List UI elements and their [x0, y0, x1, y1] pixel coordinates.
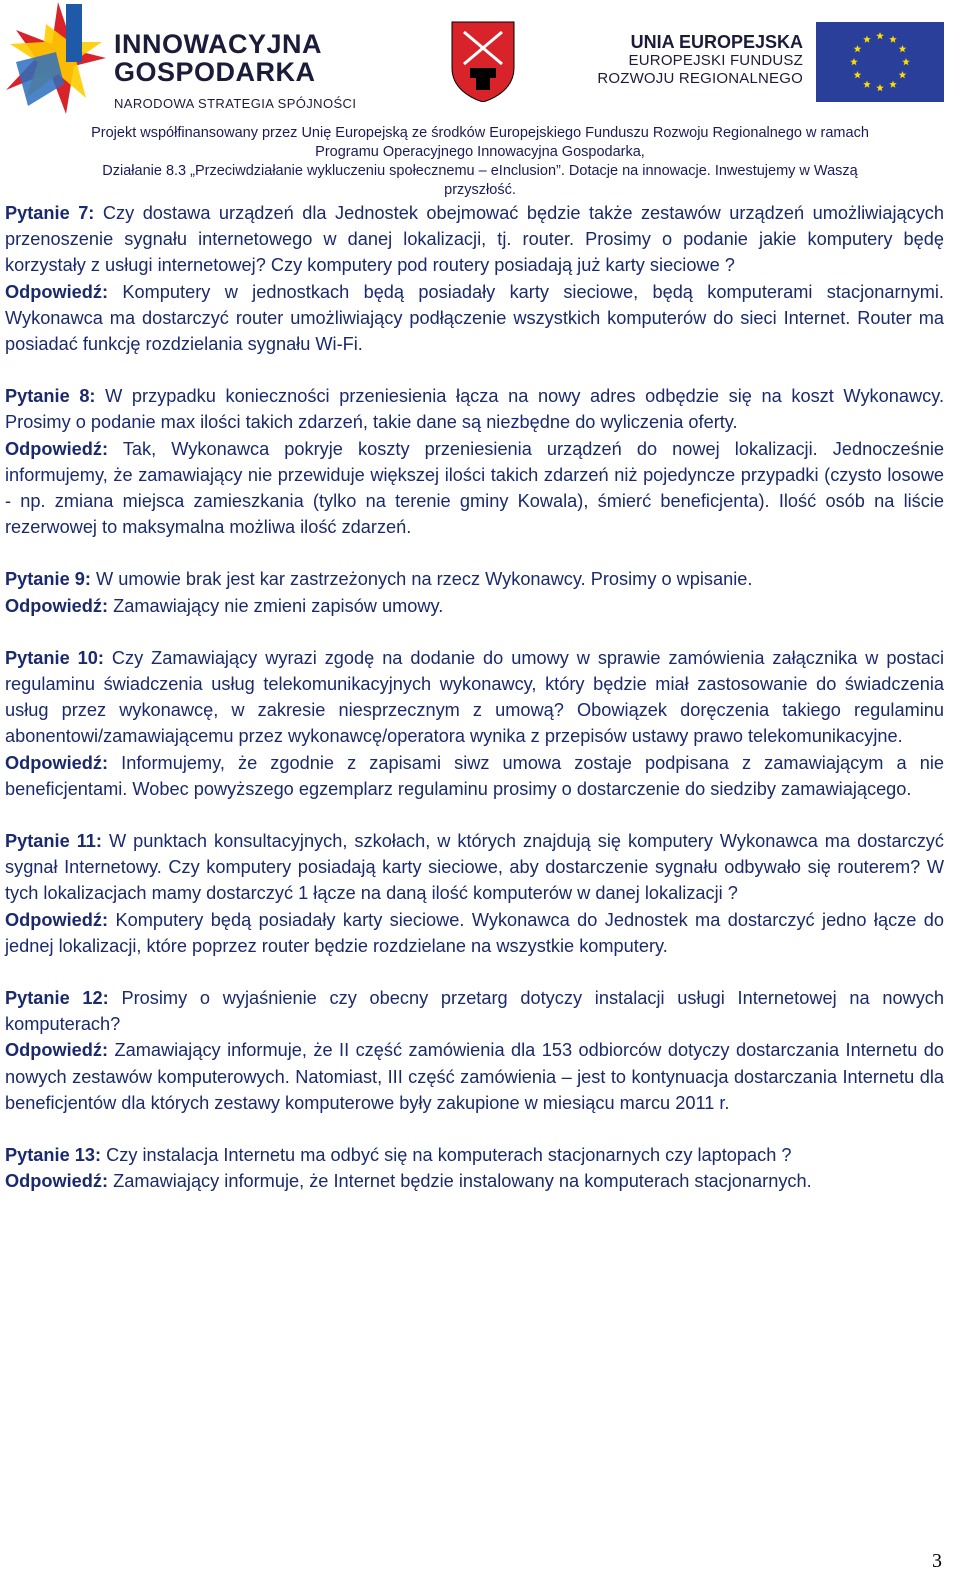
- question-label: Pytanie 7:: [5, 203, 95, 223]
- innowacyjna-gospodarka-logo: [6, 2, 376, 117]
- question-text: W punktach konsultacyjnych, szkołach, w których znajdują się komputery Wykonawca ma dostarczyć sygnał Internetowy. Czy komputery posiadają karty sieciowe, aby dostarczenie sygnału odbywało się routerem? W tych lokalizacjach mamy dostarczyć 1 łącze na daną ilość komputerów w danej lokalizacji ?: [5, 831, 944, 904]
- qa-item-10: [5, 645, 944, 802]
- question: [5, 200, 944, 279]
- answer: [5, 1037, 944, 1116]
- eu-flag-icon: [816, 22, 944, 102]
- answer-text: Zamawiający informuje, że II część zamówienia dla 153 odbiorców dotyczy dostarczania Internetu do nowych zestawów komputerowych. Natomiast, III część zamówienia – jest to kontynuacja dostarczania Internetu dla beneficjentów dla których zestawy komputerowe były zakupione w miesiącu marcu 2011 r.: [5, 1040, 944, 1113]
- answer-label: Odpowiedź:: [5, 909, 109, 930]
- logo-line2: GOSPODARKA: [114, 57, 316, 87]
- question-label: Pytanie 9:: [5, 569, 91, 590]
- question: [5, 566, 944, 592]
- question-label: Pytanie 8:: [5, 386, 96, 407]
- question-text: W umowie brak jest kar zastrzeżonych na rzecz Wykonawcy. Prosimy o wpisanie.: [95, 569, 753, 590]
- star-logo-icon: [6, 2, 106, 114]
- eu-line2: EUROPEJSKI FUNDUSZ: [628, 52, 803, 69]
- question: [5, 645, 944, 750]
- question-label: Pytanie 10:: [5, 647, 104, 668]
- note-line2: Programu Operacyjnego Innowacyjna Gospodarka,: [315, 144, 645, 160]
- question-text: Czy dostawa urządzeń dla Jednostek obejmować będzie także zestawów urządzeń umożliwiających przenoszenie sygnału internetowego w danej lokalizacji, tj. router. Prosimy o podanie jakie komputery będę korzystały z usługi internetowej? Czy komputery pod routery posiadają już karty sieciowe ?: [5, 203, 944, 276]
- question: [5, 828, 944, 907]
- answer: [5, 436, 944, 541]
- answer-label: Odpowiedź:: [5, 595, 109, 616]
- qa-item-7: [5, 200, 944, 357]
- cofinancing-note: [0, 124, 960, 200]
- page-header: [0, 0, 960, 200]
- question-text: Czy Zamawiający wyrazi zgodę na dodanie do umowy w sprawie zamówienia załącznika w postaci regulaminu świadczenia usług telekomunikacyjnych wykonawcy, który będzie miał zastosowanie do świadczenia usług przez wykonawcę, w zakresie niesprzecznym z umową? Obowiązek doręczenia takiego regulaminu abonentowi/zamawiającemu przez wykonawcę/operatora wynika z przepisów ustawy prawo telekomunikacyjne.: [5, 647, 944, 747]
- qa-item-12: [5, 985, 944, 1116]
- eu-line3: ROZWOJU REGIONALNEGO: [597, 70, 803, 87]
- eu-logo-text: [585, 32, 803, 88]
- question-text: Prosimy o wyjaśnienie czy obecny przetarg dotyczy instalacji usługi Internetowej na nowych komputerach?: [5, 988, 944, 1035]
- answer: [5, 750, 944, 802]
- question: [5, 1142, 944, 1168]
- answer-text: Zamawiający informuje, że Internet będzie instalowany na komputerach stacjonarnych.: [113, 1171, 812, 1192]
- qa-item-11: [5, 828, 944, 959]
- logo-subtitle: NARODOWA STRATEGIA SPÓJNOŚCI: [114, 96, 357, 111]
- answer-label: Odpowiedź:: [5, 438, 109, 459]
- logo-line1: INNOWACYJNA: [114, 29, 323, 59]
- answer-text: Informujemy, że zgodnie z zapisami siwz umowa zostaje podpisana z zamawiającym a nie beneficjentami. Wobec powyższego egzemplarz regulaminu prosimy o dostarczenie do siedziby zamawiającego.: [5, 752, 944, 799]
- note-line1: Projekt współfinansowany przez Unię Europejską ze środków Europejskiego Funduszu Rozwoju Regionalnego w ramach: [91, 125, 869, 141]
- answer-text: Komputery w jednostkach będą posiadały karty sieciowe, będą komputerami stacjonarnymi. Wykonawca ma dostarczyć router umożliwiający podłączenie wszystkich komputerów do sieci Internet. Router ma posiadać funkcję rozdzielania sygnału Wi-Fi.: [5, 281, 944, 355]
- answer-label: Odpowiedź:: [5, 1040, 109, 1061]
- answer: [5, 279, 944, 358]
- note-line4: przyszłość.: [444, 182, 516, 198]
- question-label: Pytanie 12:: [5, 988, 109, 1009]
- question: [5, 383, 944, 435]
- qa-content: [5, 200, 944, 1221]
- page-number: 3: [932, 1550, 942, 1572]
- answer-text: Tak, Wykonawca pokryje koszty przeniesienia urządzeń do nowej lokalizacji. Jednocześnie informujemy, że zamawiający nie przewiduje większej ilości takich zdarzeń niż pojedyncze przypadki (czysto losowe - np. zmiana miejsca zamieszkania (tylko na terenie gminy Kowala), śmierć beneficjenta). Ilość osób na liście rezerwowej to maksymalna możliwa ilość zdarzeń.: [5, 438, 944, 538]
- note-line3: Działanie 8.3 „Przeciwdziałanie wykluczeniu społecznemu – eInclusion”. Dotacje na innowacje. Inwestujemy w Waszą: [102, 163, 858, 179]
- question: [5, 985, 944, 1037]
- answer: [5, 907, 944, 959]
- answer-label: Odpowiedź:: [5, 752, 109, 773]
- answer: [5, 1168, 944, 1194]
- answer-text: Komputery będą posiadały karty sieciowe. Wykonawca do Jednostek ma dostarczyć jedno łącze do jednej lokalizacji, które poprzez router będzie rozdzielane na wszystkie komputery.: [5, 909, 944, 956]
- question-text: W przypadku konieczności przeniesienia łącza na nowy adres odbędzie się na koszt Wykonawcy. Prosimy o podanie max ilości takich zdarzeń, takie dane są niezbędne do wyliczenia oferty.: [5, 386, 944, 433]
- qa-item-13: [5, 1142, 944, 1194]
- qa-item-8: [5, 383, 944, 540]
- answer-text: Zamawiający nie zmieni zapisów umowy.: [113, 595, 444, 616]
- answer: [5, 593, 944, 619]
- answer-label: Odpowiedź:: [5, 281, 109, 302]
- question-label: Pytanie 13:: [5, 1145, 102, 1166]
- question-text: Czy instalacja Internetu ma odbyć się na komputerach stacjonarnych czy laptopach ?: [106, 1145, 792, 1166]
- question-label: Pytanie 11:: [5, 831, 102, 852]
- coat-of-arms-icon: [450, 20, 516, 102]
- qa-item-9: [5, 566, 944, 618]
- answer-label: Odpowiedź:: [5, 1171, 109, 1192]
- eu-line1: UNIA EUROPEJSKA: [630, 32, 803, 52]
